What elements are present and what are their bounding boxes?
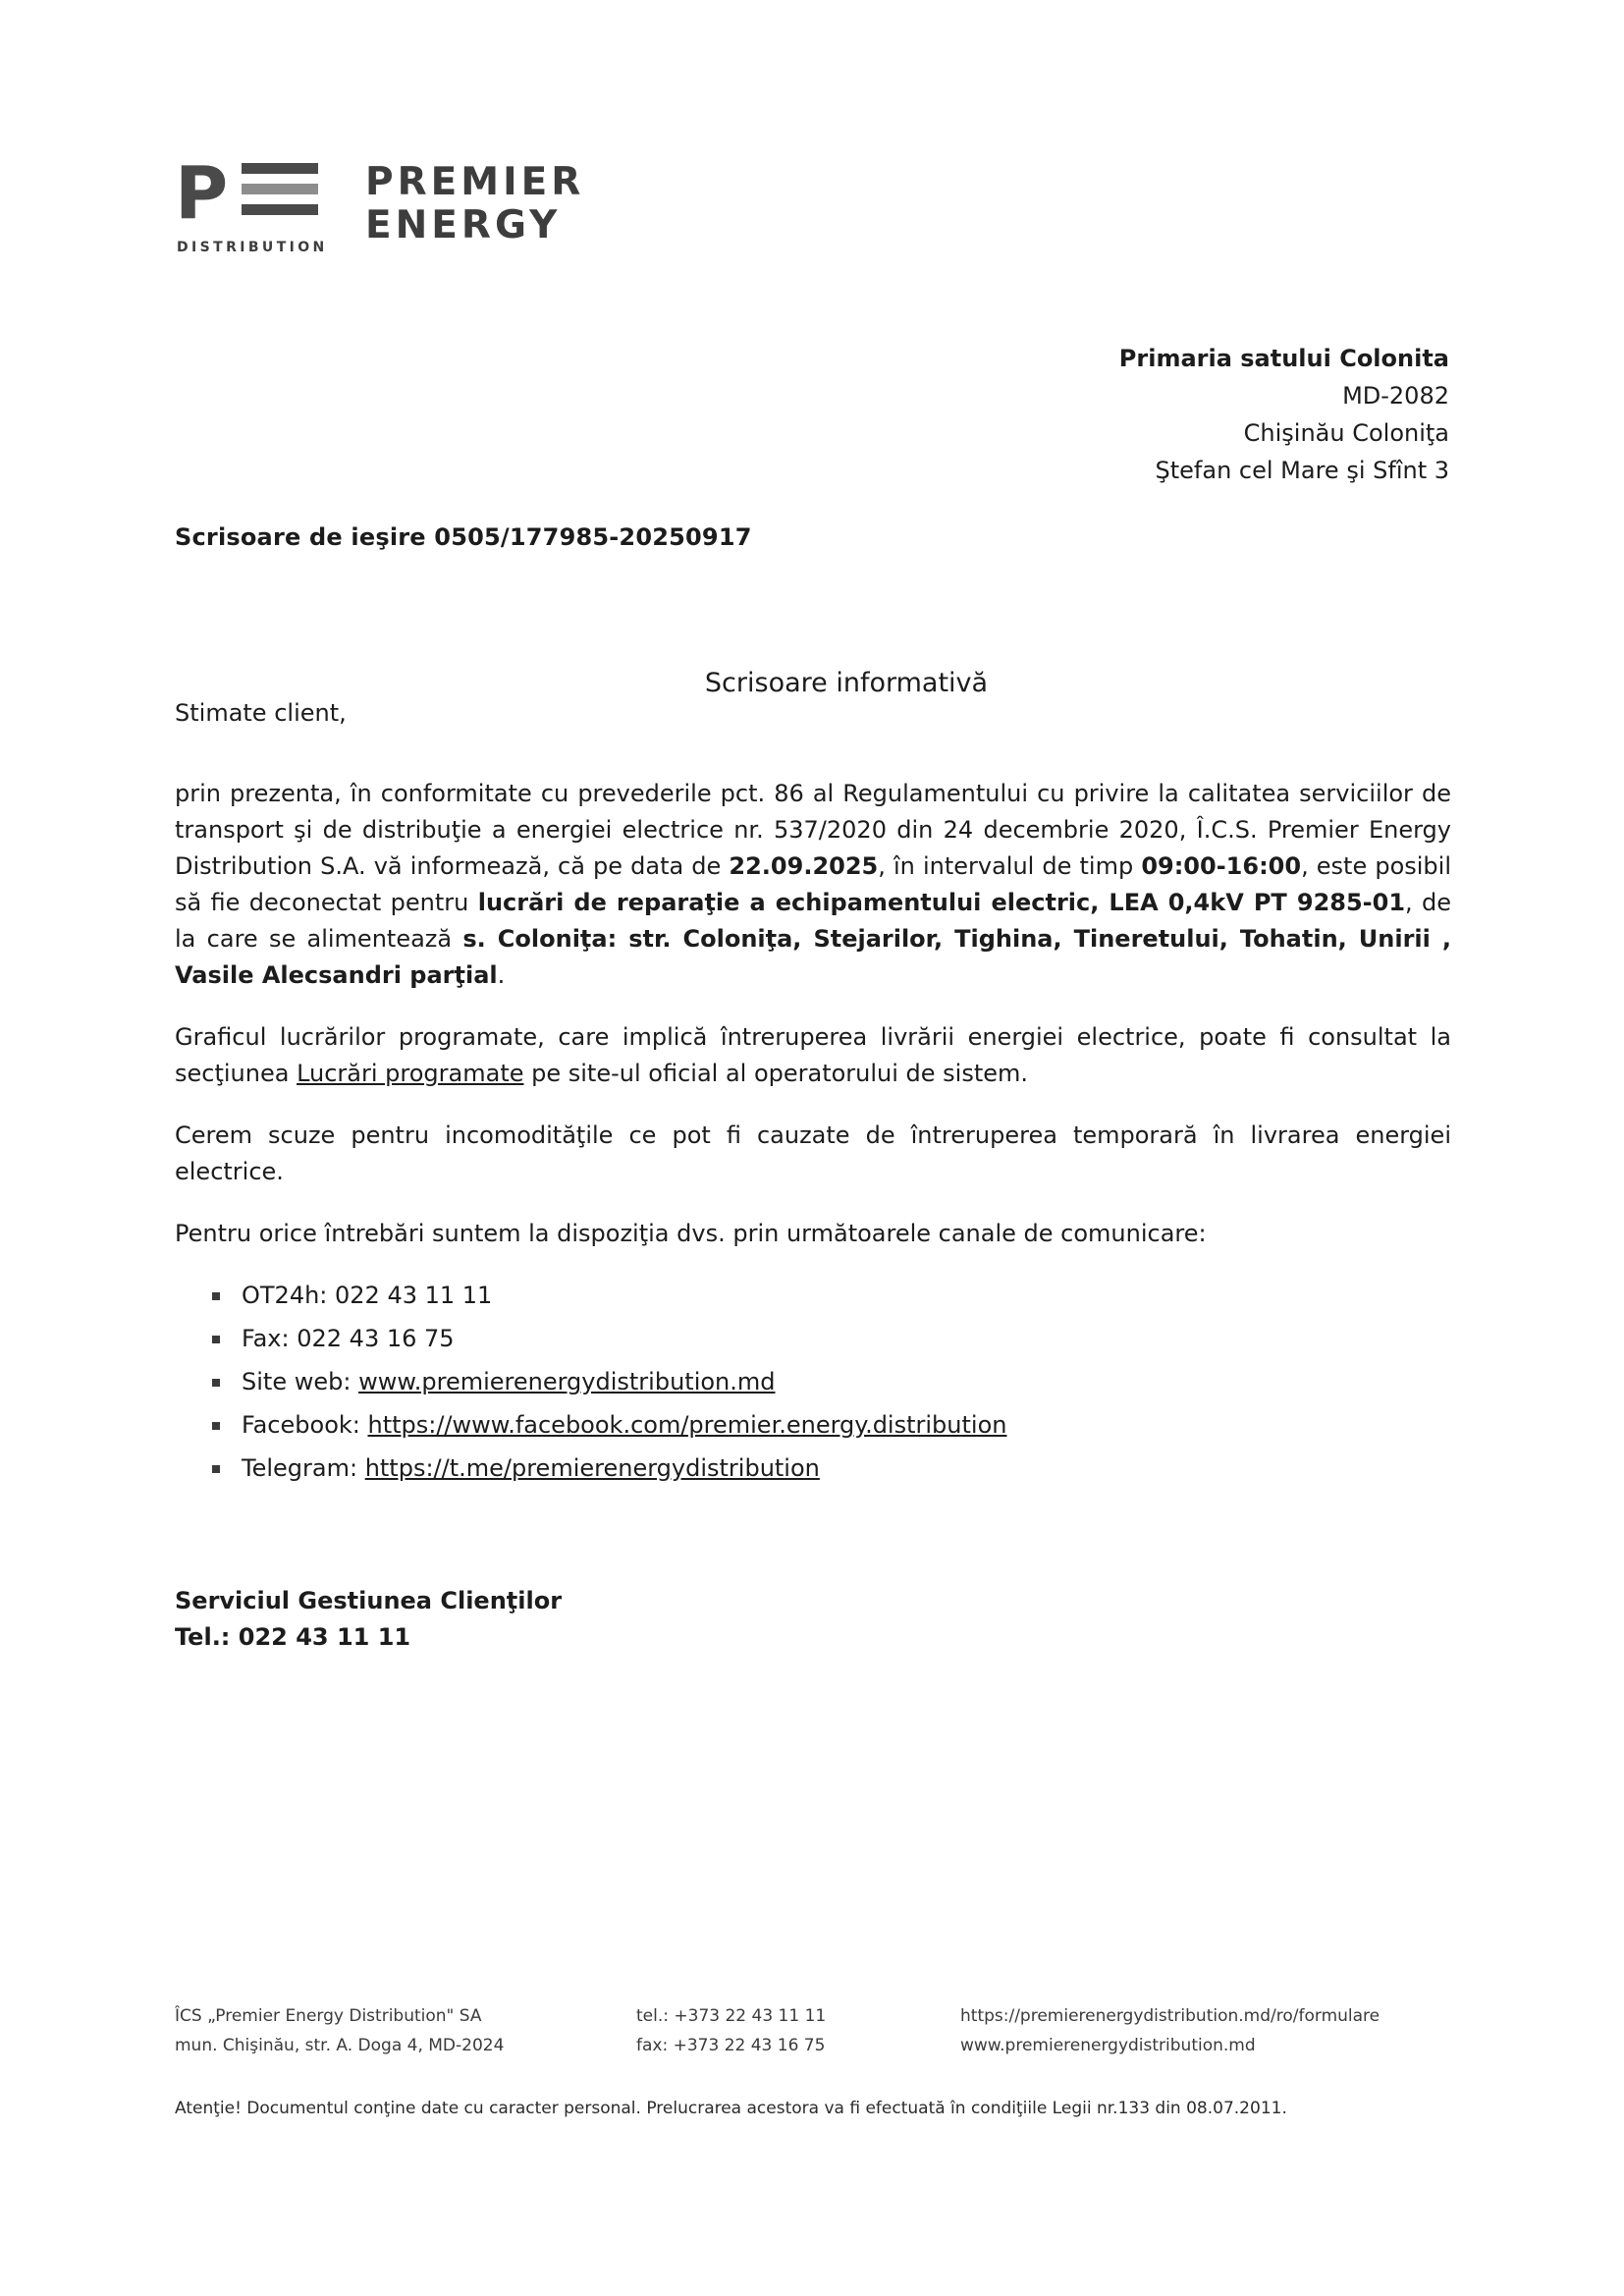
works-description: lucrări de reparaţie a echipamentului electric, LEA 0,4kV PT 9285-01 [477,889,1406,916]
channel-label: OT24h: [242,1282,336,1309]
channel-label: Site web: [242,1368,359,1395]
logo-subtitle: DISTRIBUTION [177,240,328,255]
footer-tel: tel.: +373 22 43 11 11 [636,2006,827,2026]
logo-wordmark [365,161,584,247]
paragraph-contact-intro: Pentru orice întrebări suntem la dispoziţia dvs. prin următoarele canale de comunicare: [175,1220,1207,1247]
footer-company-address: mun. Chişinău, str. A. Doga 4, MD-2024 [175,2036,505,2055]
logo-wordmark-line1: PREMIER [365,160,585,204]
paragraph-apology: Cerem scuze pentru incomodităţile ce pot fi cauzate de întreruperea temporară în livrarea energiei electrice. [175,1121,1451,1185]
letter-reference-number: Scrisoare de ieşire 0505/177985-20250917 [175,523,752,551]
channel-label: Telegram: [242,1454,365,1482]
outage-time: 09:00-16:00 [1141,852,1302,880]
signature-block [175,1583,562,1656]
page-title: Scrisoare informativă [704,668,989,698]
outage-date: 22.09.2025 [729,852,879,880]
channel-link-telegram[interactable]: https://t.me/premierenergydistribution [364,1454,820,1482]
paragraph-notice [175,776,1451,994]
footer-company-name: ÎCS „Premier Energy Distribution" SA [175,2006,482,2026]
footer-website-link[interactable]: www.premierenergydistribution.md [960,2036,1256,2055]
signature-phone: Tel.: 022 43 11 11 [175,1623,411,1651]
schedule-text-a: Graficul lucrărilor programate, care implică întreruperea livrării energiei electrice, poate fi consultat la secţiunea [175,1023,1451,1087]
notice-text-b: , în intervalul de timp [878,852,1142,880]
recipient-address [1119,340,1449,489]
schedule-text-b: pe site-ul oficial al operatorului de sistem. [523,1060,1029,1087]
channel-label: Facebook: [242,1411,368,1439]
logo-mark-icon [175,151,340,255]
notice-text-c: , este posibil să fie deconectat pentru [175,852,1451,916]
notice-text-d: , de la care se alimentează [175,889,1451,953]
list-item [210,1364,1451,1399]
signature-department: Serviciul Gestiunea Clienţilor [175,1587,563,1614]
notice-text-e: . [497,961,506,989]
recipient-name: Primaria satului Colonita [1118,345,1449,372]
list-item [210,1450,1451,1486]
recipient-city: Chişinău Coloniţa [1243,419,1449,447]
affected-streets: s. Coloniţa: str. Coloniţa, Stejarilor, Tighina, Tineretului, Tohatin, Unirii , Vasile Alecsandri parţial [175,925,1451,989]
logo-wordmark-line2: ENERGY [365,203,562,247]
logo-bars-icon [242,163,318,225]
channel-value: 022 43 16 75 [297,1325,455,1352]
footer-forms-link[interactable]: https://premierenergydistribution.md/ro/formulare [960,2006,1380,2026]
salutation: Stimate client, [175,699,347,727]
list-item [210,1278,1451,1313]
channel-value: 022 43 11 11 [335,1282,493,1309]
letter-body [175,776,1451,1494]
footer-links [960,2001,1451,2060]
channel-link-facebook[interactable]: https://www.facebook.com/premier.energy.distribution [367,1411,1007,1439]
footer-company [175,2001,636,2060]
contact-channels-list [175,1278,1451,1486]
notice-text-a: prin prezenta, în conformitate cu prevederile pct. 86 al Regulamentului cu privire la calitatea serviciilor de transport şi de distribuţie a energiei electrice nr. 537/2020 din 24 decembrie 2020, Î.C.S. Premier Energy Distribution S.A. vă informează, că pe data de [175,780,1451,880]
footer-fax: fax: +373 22 43 16 75 [636,2036,826,2055]
paragraph-schedule [175,1019,1451,1092]
list-item [210,1321,1451,1356]
scheduled-works-link[interactable]: Lucrări programate [297,1060,524,1087]
recipient-postal-code: MD-2082 [1342,382,1449,410]
recipient-street: Ştefan cel Mare şi Sfînt 3 [1155,457,1449,484]
page-footer [175,2001,1451,2123]
logo-letter: P [175,151,227,236]
list-item [210,1407,1451,1443]
channel-label: Fax: [242,1325,298,1352]
footer-privacy-notice: Atenţie! Documentul conţine date cu caracter personal. Prelucrarea acestora va fi efectuată în condiţiile Legii nr.133 din 08.07.2011. [175,2099,1287,2118]
footer-contacts [636,2001,960,2060]
channel-link-website[interactable]: www.premierenergydistribution.md [358,1368,776,1395]
company-logo [175,151,585,255]
